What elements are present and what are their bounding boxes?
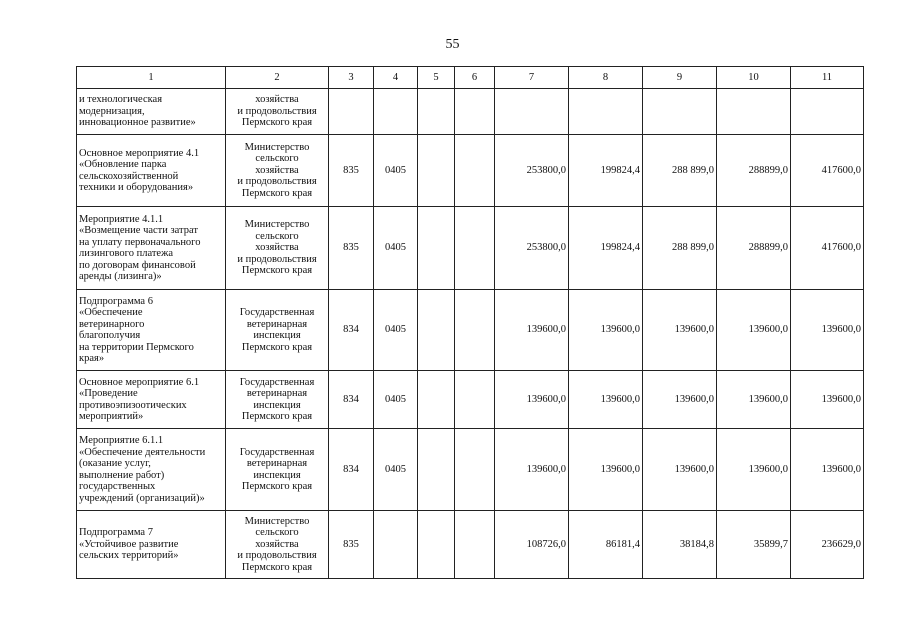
program-name-cell: и технологическая модернизация, инновационное развитие» [77,89,226,135]
amount-cell: 417600,0 [791,135,864,207]
program-name-cell: Мероприятие 6.1.1 «Обеспечение деятельности (оказание услуг, выполнение работ) государственных учреждений (организаций)» [77,429,226,511]
expense-type-cell [455,511,495,579]
column-header: 9 [643,67,717,89]
expense-type-cell [455,290,495,371]
amount-cell [569,89,643,135]
program-name-cell: Мероприятие 4.1.1 «Возмещение части затрат на уплату первоначального лизингового платежа по договорам финансовой аренды (лизинга)» [77,207,226,290]
target-article-cell [418,207,455,290]
expense-type-cell [455,371,495,429]
amount-cell: 139600,0 [569,290,643,371]
amount-cell: 288 899,0 [643,135,717,207]
section-code-cell [374,89,418,135]
table-row [77,511,864,579]
column-header: 1 [77,67,226,89]
amount-cell: 417600,0 [791,207,864,290]
amount-cell: 139600,0 [495,371,569,429]
amount-cell: 139600,0 [569,429,643,511]
section-code-cell [374,511,418,579]
amount-cell [643,89,717,135]
target-article-cell [418,89,455,135]
column-header: 3 [329,67,374,89]
budget-table [76,66,864,579]
program-name-cell: Основное мероприятие 6.1 «Проведение противоэпизоотических мероприятий» [77,371,226,429]
amount-cell: 139600,0 [569,371,643,429]
section-code-cell: 0405 [374,371,418,429]
table-row [77,429,864,511]
expense-type-cell [455,89,495,135]
amount-cell: 139600,0 [791,371,864,429]
target-article-cell [418,511,455,579]
grbs-code-cell [329,89,374,135]
program-name-cell: Подпрограмма 7 «Устойчивое развитие сельских территорий» [77,511,226,579]
page-number: 55 [445,37,460,52]
column-header: 4 [374,67,418,89]
expense-type-cell [455,135,495,207]
column-header: 5 [418,67,455,89]
column-header: 7 [495,67,569,89]
table-row [77,207,864,290]
grbs-code-cell: 835 [329,207,374,290]
responsible-org-cell: Министерство сельского хозяйства и продовольствия Пермского края [226,207,329,290]
responsible-org-cell: Министерство сельского хозяйства и продовольствия Пермского края [226,135,329,207]
amount-cell [717,89,791,135]
table-row [77,371,864,429]
column-number-row [77,67,864,89]
grbs-code-cell: 834 [329,290,374,371]
amount-cell: 139600,0 [495,429,569,511]
amount-cell: 253800,0 [495,207,569,290]
amount-cell [791,89,864,135]
grbs-code-cell: 834 [329,429,374,511]
table-row [77,290,864,371]
section-code-cell: 0405 [374,290,418,371]
amount-cell: 139600,0 [495,290,569,371]
target-article-cell [418,371,455,429]
table-row [77,89,864,135]
column-header: 10 [717,67,791,89]
expense-type-cell [455,207,495,290]
column-header: 8 [569,67,643,89]
responsible-org-cell: хозяйства и продовольствия Пермского края [226,89,329,135]
amount-cell: 288 899,0 [643,207,717,290]
target-article-cell [418,290,455,371]
program-name-cell: Основное мероприятие 4.1 «Обновление парка сельскохозяйственной техники и оборудования» [77,135,226,207]
amount-cell: 139600,0 [643,290,717,371]
program-name-cell: Подпрограмма 6 «Обеспечение ветеринарного благополучия на территории Пермского края» [77,290,226,371]
amount-cell: 139600,0 [717,371,791,429]
responsible-org-cell: Государственная ветеринарная инспекция Пермского края [226,371,329,429]
amount-cell: 38184,8 [643,511,717,579]
responsible-org-cell: Государственная ветеринарная инспекция Пермского края [226,429,329,511]
section-code-cell: 0405 [374,429,418,511]
amount-cell: 108726,0 [495,511,569,579]
amount-cell: 35899,7 [717,511,791,579]
amount-cell: 199824,4 [569,207,643,290]
amount-cell: 253800,0 [495,135,569,207]
table-row [77,135,864,207]
column-header: 6 [455,67,495,89]
target-article-cell [418,429,455,511]
amount-cell: 139600,0 [717,290,791,371]
amount-cell: 139600,0 [791,290,864,371]
grbs-code-cell: 835 [329,511,374,579]
amount-cell: 288899,0 [717,135,791,207]
target-article-cell [418,135,455,207]
amount-cell: 139600,0 [717,429,791,511]
responsible-org-cell: Государственная ветеринарная инспекция Пермского края [226,290,329,371]
column-header: 11 [791,67,864,89]
responsible-org-cell: Министерство сельского хозяйства и продовольствия Пермского края [226,511,329,579]
grbs-code-cell: 835 [329,135,374,207]
section-code-cell: 0405 [374,207,418,290]
column-header: 2 [226,67,329,89]
amount-cell: 139600,0 [643,371,717,429]
amount-cell: 139600,0 [643,429,717,511]
grbs-code-cell: 834 [329,371,374,429]
amount-cell: 86181,4 [569,511,643,579]
amount-cell: 288899,0 [717,207,791,290]
section-code-cell: 0405 [374,135,418,207]
amount-cell: 236629,0 [791,511,864,579]
amount-cell [495,89,569,135]
amount-cell: 199824,4 [569,135,643,207]
amount-cell: 139600,0 [791,429,864,511]
expense-type-cell [455,429,495,511]
